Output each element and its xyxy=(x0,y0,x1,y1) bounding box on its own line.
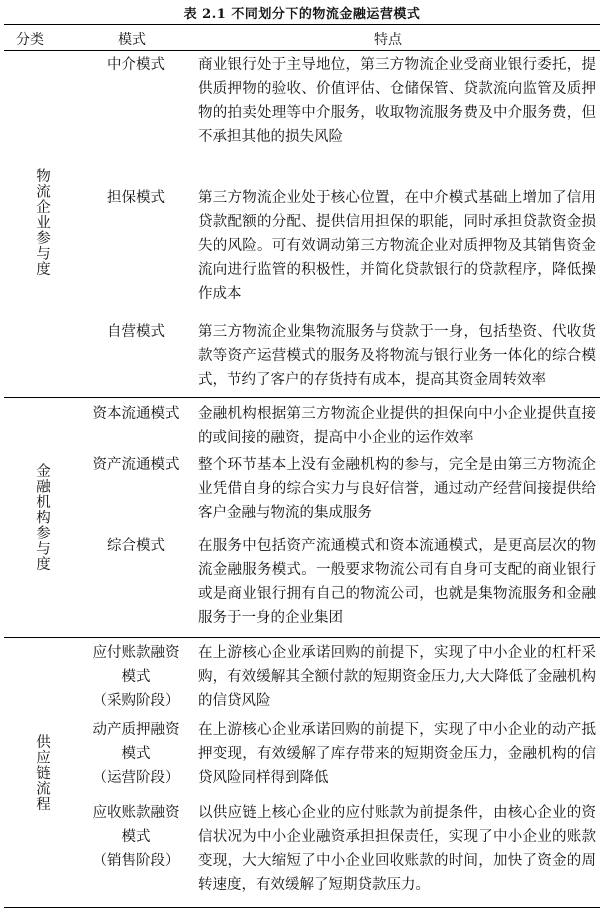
features-cell: 商业银行处于主导地位，第三方物流企业受商业银行委托，提供质押物的验收、价值评估、仓储保管、贷款流向监管及质押物的拍卖处理等中介服务，收取物流服务费及中介服务费，但不承担其他的损失风险 xyxy=(198,57,596,145)
mode-cell: 资产流通模式 xyxy=(92,457,180,473)
group-financial-participation xyxy=(4,397,600,635)
group-supply-chain xyxy=(4,637,600,907)
mode-cell: 资本流通模式 xyxy=(92,406,180,422)
mode-cell xyxy=(80,641,192,713)
mode-line: 模式 xyxy=(121,829,151,845)
table-header-row xyxy=(4,25,600,51)
mode-line: 动产质押融资 xyxy=(92,722,180,738)
features-cell: 第三方物流企业处于核心位置，在中介模式基础上增加了信用贷款配额的分配、提供信用担保的职能，同时承担贷款资金损失的风险。可有效调动第三方物流企业对质押物及其销售资金流向进行监管的积极性，并简化贷款银行的贷款程序，降低操作成本 xyxy=(198,190,596,302)
mode-line: （销售阶段） xyxy=(92,853,180,869)
features-cell: 第三方物流企业集物流服务与贷款于一身，包括垫资、代收货款等资产运营模式的服务及将物流与银行业务一体化的综合模式，节约了客户的存货持有成本，提高其资金周转效率 xyxy=(198,324,596,388)
mode-cell xyxy=(80,801,192,873)
header-mode: 模式 xyxy=(118,32,146,48)
mode-line: （采购阶段） xyxy=(92,693,180,709)
mode-line: 应收账款融资 xyxy=(92,805,180,821)
header-category: 分类 xyxy=(16,32,44,48)
mode-line: 模式 xyxy=(121,669,151,685)
category-label: 物流企业参与度 xyxy=(34,168,50,277)
header-features: 特点 xyxy=(374,32,402,48)
mode-cell: 自营模式 xyxy=(107,324,165,340)
features-cell: 在上游核心企业承诺回购的前提下，实现了中小企业的杠杆采购，有效缓解其全额付款的短期资金压力,大大降低了金融机构的信贷风险 xyxy=(198,645,596,709)
features-cell: 在服务中包括资产流通模式和资本流通模式，是更高层次的物流金融服务模式。一般要求物流公司有自身可支配的商业银行或是商业银行拥有自己的物流公司，也就是集物流服务和金融服务于一身的企业集团 xyxy=(198,538,596,626)
category-label: 供应链流程 xyxy=(34,734,50,812)
features-cell: 在上游核心企业承诺回购的前提下，实现了中小企业的动产抵押变现，有效缓解了库存带来的短期资金压力，金融机构的信贷风险同样得到降低 xyxy=(198,722,596,786)
mode-cell: 综合模式 xyxy=(107,538,165,554)
features-cell: 整个环节基本上没有金融机构的参与，完全是由第三方物流企业凭借自身的综合实力与良好信誉，通过动产经营间接提供给客户金融与物流的集成服务 xyxy=(198,457,596,521)
mode-line: 应付账款融资 xyxy=(92,645,180,661)
category-cell xyxy=(4,638,80,908)
features-cell: 金融机构根据第三方物流企业提供的担保向中小企业提供直接的或间接的融资，提高中小企业的运作效率 xyxy=(198,406,596,446)
category-cell xyxy=(4,398,80,636)
category-label: 金融机构参与度 xyxy=(34,462,50,572)
table-caption: 表 2.1 不同划分下的物流金融运营模式 xyxy=(183,7,421,22)
mode-cell xyxy=(80,718,192,790)
mode-cell: 中介模式 xyxy=(107,57,165,73)
operation-modes-table xyxy=(4,24,600,908)
mode-cell: 担保模式 xyxy=(107,190,165,206)
group-logistics-participation xyxy=(4,50,600,395)
features-cell: 以供应链上核心企业的应付账款为前提条件，由核心企业的资信状况为中小企业融资承担担保责任，实现了中小企业的账款变现，大大缩短了中小企业回收账款的时间，加快了资金的周转速度，有效缓解了短期贷款压力。 xyxy=(198,805,596,893)
mode-line: 模式 xyxy=(121,746,151,762)
category-cell xyxy=(4,50,80,395)
mode-line: （运营阶段） xyxy=(92,770,180,786)
